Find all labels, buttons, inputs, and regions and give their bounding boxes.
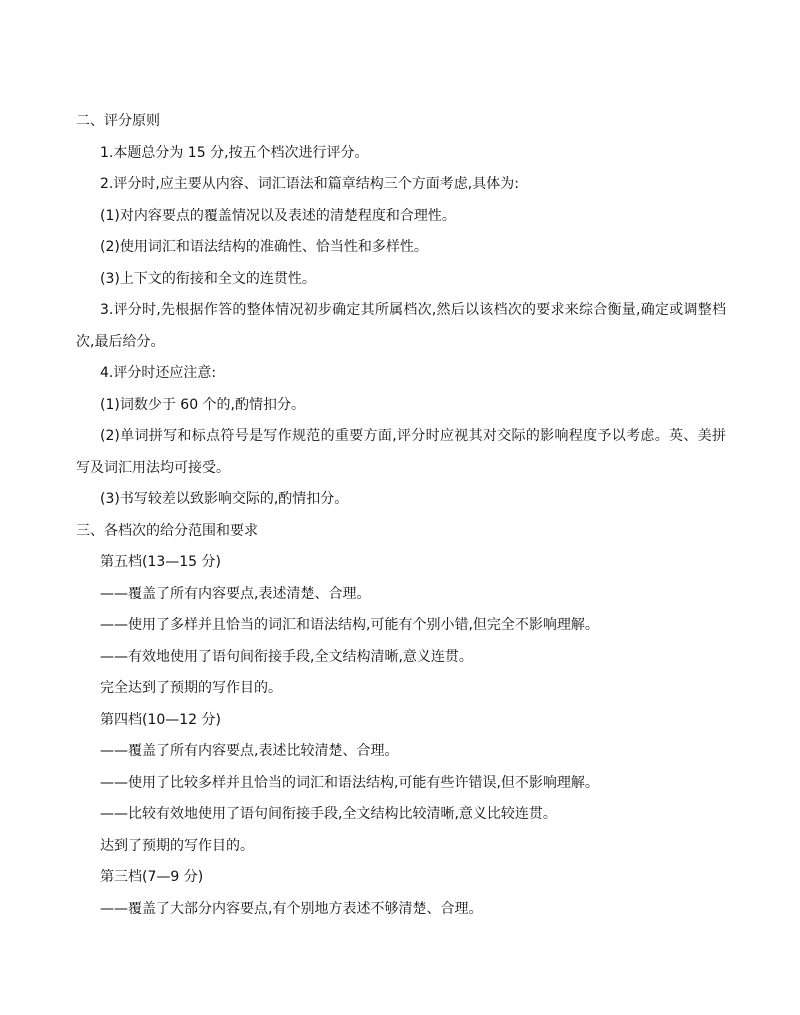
section-2-heading: 二、评分原则 xyxy=(76,113,160,129)
tier-4-requirement-3: ——比较有效地使用了语句间衔接手段,全文结构比较清晰,意义比较连贯。 xyxy=(100,806,557,822)
tier-4-requirement-1: ——覆盖了所有内容要点,表述比较清楚、合理。 xyxy=(100,743,399,759)
tier-5-summary: 完全达到了预期的写作目的。 xyxy=(100,680,282,696)
rule-2: 2.评分时,应主要从内容、词汇语法和篇章结构三个方面考虑,具体为: xyxy=(100,176,519,192)
tier-3-label: 第三档(7—9 分) xyxy=(100,869,204,885)
rule-4: 4.评分时还应注意: xyxy=(100,365,217,381)
document-body xyxy=(76,106,726,925)
section-3-heading: 三、各档次的给分范围和要求 xyxy=(76,522,258,539)
rule-4-item-3: (3)书写较差以致影响交际的,酌情扣分。 xyxy=(100,491,349,507)
rule-4-item-2: (2)单词拼写和标点符号是写作规范的重要方面,评分时应视其对交际的影响程度予以考虑。英、美拼写及词汇用法均可接受。 xyxy=(76,428,726,476)
rule-1: 1.本题总分为 15 分,按五个档次进行评分。 xyxy=(100,144,369,161)
rule-2-item-1: (1)对内容要点的覆盖情况以及表述的清楚程度和合理性。 xyxy=(100,207,456,224)
tier-5-requirement-1: ——覆盖了所有内容要点,表述清楚、合理。 xyxy=(100,585,371,602)
tier-4-requirement-2: ——使用了比较多样并且恰当的词汇和语法结构,可能有些许错误,但不影响理解。 xyxy=(100,774,599,791)
tier-4-summary: 达到了预期的写作目的。 xyxy=(100,837,254,854)
tier-5-requirement-2: ——使用了多样并且恰当的词汇和语法结构,可能有个别小错,但完全不影响理解。 xyxy=(100,617,599,633)
rule-2-item-3: (3)上下文的衔接和全文的连贯性。 xyxy=(100,270,316,287)
rule-4-item-1: (1)词数少于 60 个的,酌情扣分。 xyxy=(100,396,305,413)
rule-3: 3.评分时,先根据作答的整体情况初步确定其所属档次,然后以该档次的要求来综合衡量,确定或调整档次,最后给分。 xyxy=(76,302,726,350)
rule-2-item-2: (2)使用词汇和语法结构的准确性、恰当性和多样性。 xyxy=(100,239,428,255)
tier-5-requirement-3: ——有效地使用了语句间衔接手段,全文结构清晰,意义连贯。 xyxy=(100,648,473,665)
tier-4-label: 第四档(10—12 分) xyxy=(100,711,222,728)
tier-3-requirement-1: ——覆盖了大部分内容要点,有个别地方表述不够清楚、合理。 xyxy=(100,900,483,917)
tier-5-label: 第五档(13—15 分) xyxy=(100,554,222,570)
